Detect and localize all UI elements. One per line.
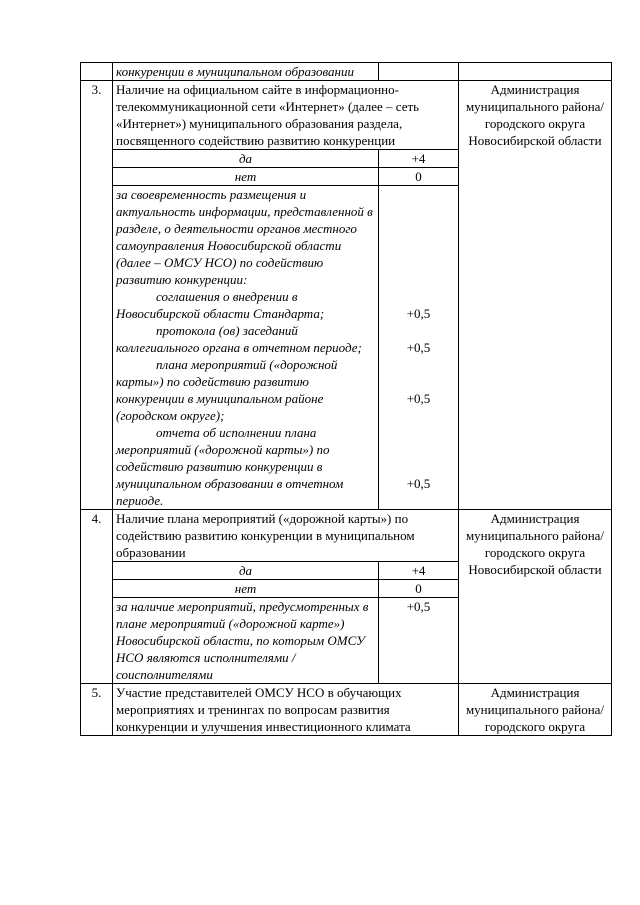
criteria-table bbox=[80, 62, 612, 736]
responsible-body: Администрация муниципального района/городского округа Новосибирской области bbox=[459, 81, 612, 510]
extra-criterion: за наличие мероприятий, предусмотренных в плане мероприятий («дорожной карте») Новосибирской области, по которым ОМСУ НСО являются исполнителями /соисполнителями bbox=[113, 598, 379, 684]
item-score: +0,5 bbox=[406, 340, 431, 355]
timely-item: отчета об исполнении плана мероприятий («дорожной карты») по содействию развитию конкуренции в муниципальном образовании в отчетном периоде. bbox=[116, 425, 344, 508]
criterion-text: конкуренции в муниципальном образовании bbox=[113, 63, 379, 81]
item-score: +0,5 bbox=[406, 306, 431, 321]
item-score: +0,5 bbox=[406, 476, 431, 491]
responsible-cell bbox=[459, 63, 612, 81]
timely-criteria bbox=[113, 186, 379, 510]
score-yes: +4 bbox=[379, 150, 459, 168]
score-no: 0 bbox=[379, 168, 459, 186]
table-row bbox=[81, 63, 612, 81]
score-cell bbox=[379, 63, 459, 81]
option-no: нет bbox=[113, 168, 379, 186]
option-yes: да bbox=[113, 150, 379, 168]
criterion-title: Наличие на официальном сайте в информационно-телекоммуникационной сети «Интернет» (далее – сеть «Интернет») муниципального образования раздела, посвященного содействию развитию конкуренции bbox=[113, 81, 459, 150]
row-number: 3. bbox=[81, 81, 113, 510]
row-number: 4. bbox=[81, 510, 113, 684]
criterion-title: Наличие плана мероприятий («дорожной карты») по содействию развитию конкуренции в муниципальном образовании bbox=[113, 510, 459, 562]
timely-scores bbox=[379, 186, 459, 510]
num-cell bbox=[81, 63, 113, 81]
row-number: 5. bbox=[81, 684, 113, 736]
table-row bbox=[81, 510, 612, 562]
table-row bbox=[81, 81, 612, 150]
score-no: 0 bbox=[379, 580, 459, 598]
criterion-title: Участие представителей ОМСУ НСО в обучающих мероприятиях и тренингах по вопросам развития конкуренции и улучшения инвестиционного климата bbox=[113, 684, 459, 736]
responsible-body: Администрация муниципального района/городского округа bbox=[459, 684, 612, 736]
extra-score: +0,5 bbox=[379, 598, 459, 684]
responsible-body: Администрация муниципального района/городского округа Новосибирской области bbox=[459, 510, 612, 684]
item-score: +0,5 bbox=[406, 391, 431, 406]
option-no: нет bbox=[113, 580, 379, 598]
score-yes: +4 bbox=[379, 562, 459, 580]
table-row bbox=[81, 684, 612, 736]
timely-item: протокола (ов) заседаний коллегиального органа в отчетном периоде; bbox=[116, 323, 362, 355]
timely-item: соглашения о внедрении в Новосибирской области Стандарта; bbox=[116, 289, 325, 321]
timely-item: плана мероприятий («дорожной карты») по содействию развитию конкуренции в муниципальном районе (городском округе); bbox=[116, 357, 338, 423]
timely-intro: за своевременность размещения и актуальность информации, представленной в разделе, о деятельности органов местного самоуправления Новосибирской области (далее – ОМСУ НСО) по содействию развитию конкуренции: bbox=[116, 187, 373, 287]
option-yes: да bbox=[113, 562, 379, 580]
